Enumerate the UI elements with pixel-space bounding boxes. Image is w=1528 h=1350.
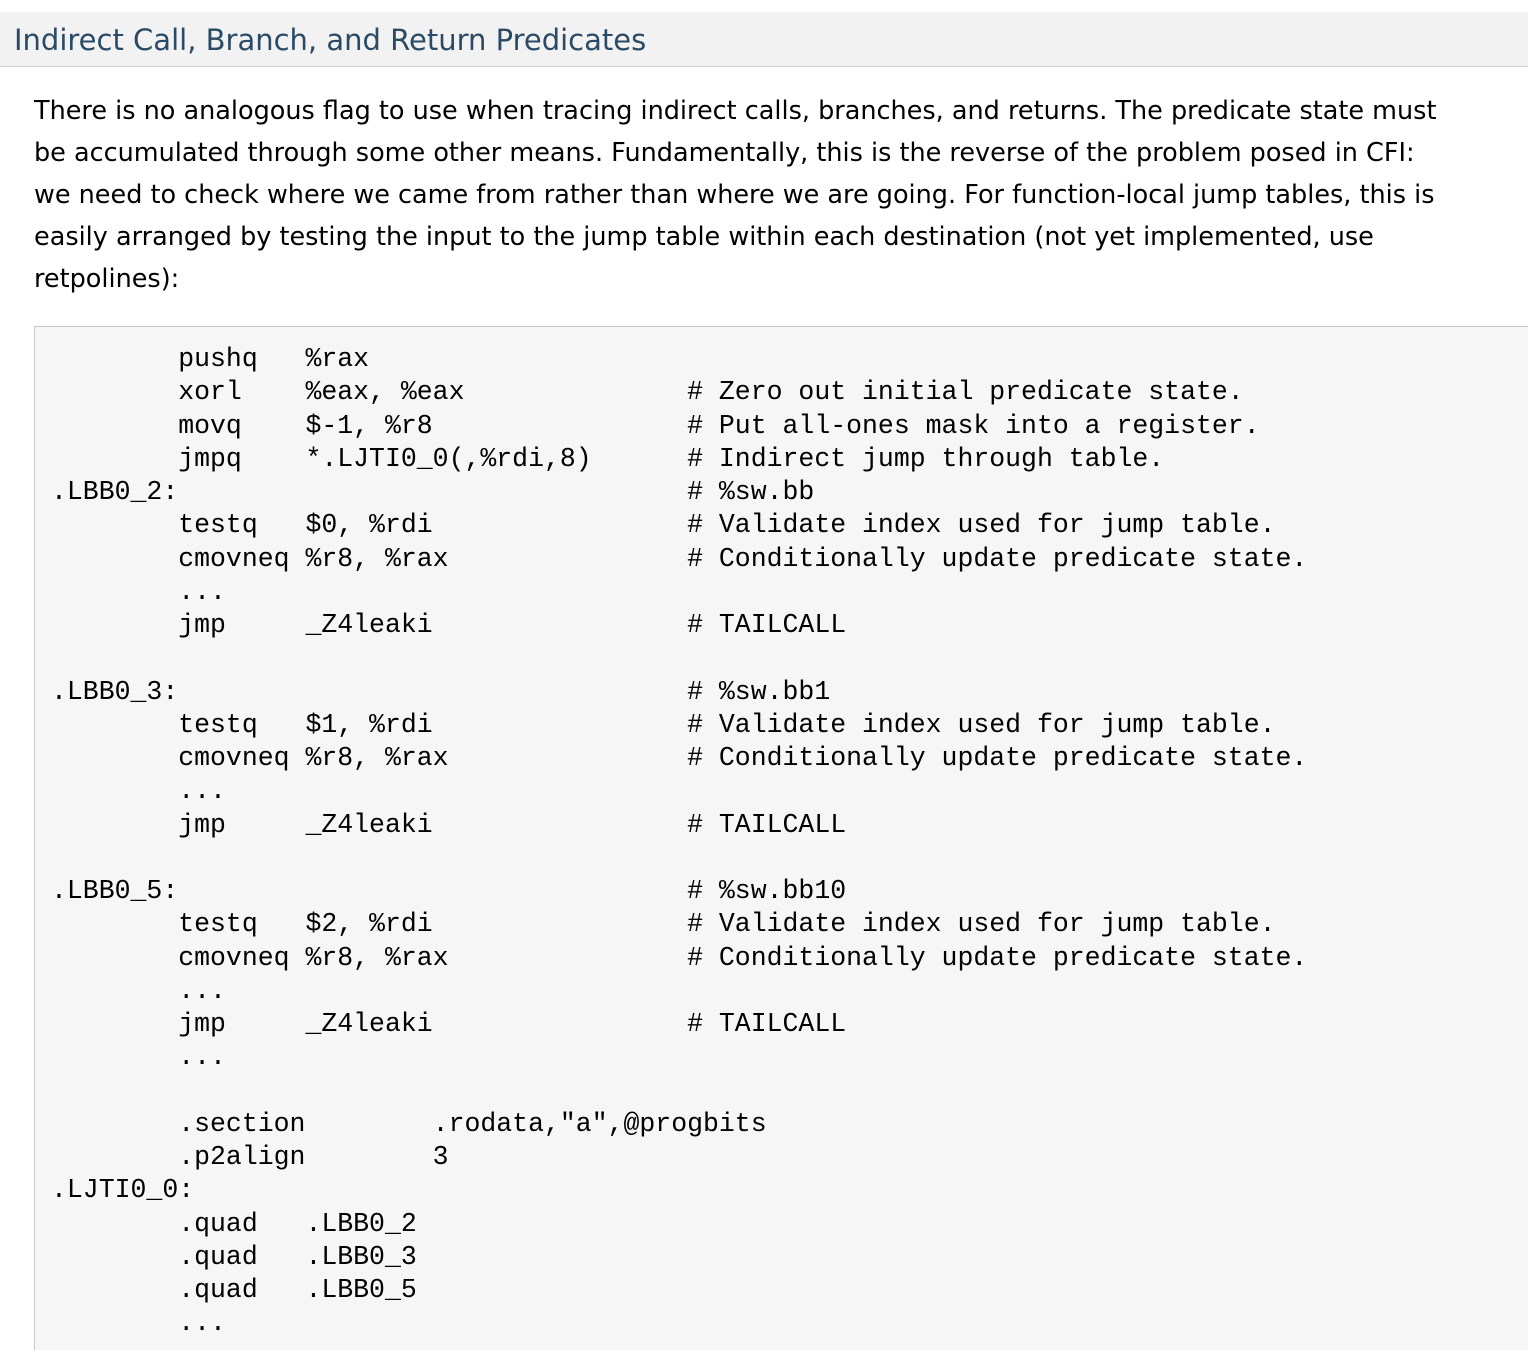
section-header (0, 12, 1528, 67)
code-line (51, 1075, 1307, 1108)
code-line: .LBB0_5: # %sw.bb10 (51, 876, 847, 906)
code-line: .quad .LBB0_5 (51, 1275, 417, 1305)
code-line: testq $1, %rdi # Validate index used for jump table. (51, 709, 1276, 740)
code-line: movq $-1, %r8 # Put all-ones mask into a register. (51, 410, 1260, 441)
paragraph-line: easily arranged by testing the input to the jump table within each destination (not yet implemented, use (34, 222, 1374, 252)
code-line: .quad .LBB0_3 (51, 1241, 417, 1272)
code-line: .quad .LBB0_2 (51, 1208, 417, 1239)
code-line: .section .rodata,"a",@progbits (51, 1108, 767, 1139)
code-line: cmovneq %r8, %rax # Conditionally update predicate state. (51, 743, 1308, 773)
assembly-code (51, 343, 1307, 1341)
code-line: ... (51, 1308, 226, 1339)
paragraph-line: we need to check where we came from rather than where we are going. For function-local jump tables, this is (34, 180, 1435, 210)
code-line: jmp _Z4leaki # TAILCALL (51, 610, 847, 640)
code-block (34, 326, 1528, 1350)
code-line: jmp _Z4leaki # TAILCALL (51, 809, 847, 840)
code-line: .LJTI0_0: (51, 1175, 195, 1206)
code-line: .LBB0_2: # %sw.bb (51, 477, 815, 507)
code-line: xorl %eax, %eax # Zero out initial predicate state. (51, 377, 1244, 408)
code-line (51, 642, 1307, 675)
section-title: Indirect Call, Branch, and Return Predicates (14, 23, 647, 57)
body-paragraph (34, 90, 1528, 300)
code-line: ... (51, 776, 226, 807)
code-line: testq $0, %rdi # Validate index used for jump table. (51, 510, 1276, 541)
code-line: pushq %rax (51, 344, 370, 374)
code-line: ... (51, 975, 226, 1006)
code-line: .LBB0_3: # %sw.bb1 (51, 676, 831, 707)
code-line: ... (51, 1042, 226, 1073)
code-line: cmovneq %r8, %rax # Conditionally update predicate state. (51, 543, 1308, 574)
code-line: jmp _Z4leaki # TAILCALL (51, 1009, 847, 1039)
code-line: .p2align 3 (51, 1142, 449, 1172)
code-line: testq $2, %rdi # Validate index used for jump table. (51, 909, 1276, 940)
paragraph-line: retpolines): (34, 264, 180, 294)
code-line (51, 842, 1307, 875)
paragraph-line: be accumulated through some other means. Fundamentally, this is the reverse of the problem posed in CFI: (34, 138, 1415, 168)
code-line: cmovneq %r8, %rax # Conditionally update predicate state. (51, 942, 1308, 973)
code-line: ... (51, 576, 226, 607)
code-line: jmpq *.LJTI0_0(,%rdi,8) # Indirect jump through table. (51, 443, 1165, 474)
paragraph-line: There is no analogous flag to use when tracing indirect calls, branches, and returns. The predicate state must (34, 96, 1437, 126)
